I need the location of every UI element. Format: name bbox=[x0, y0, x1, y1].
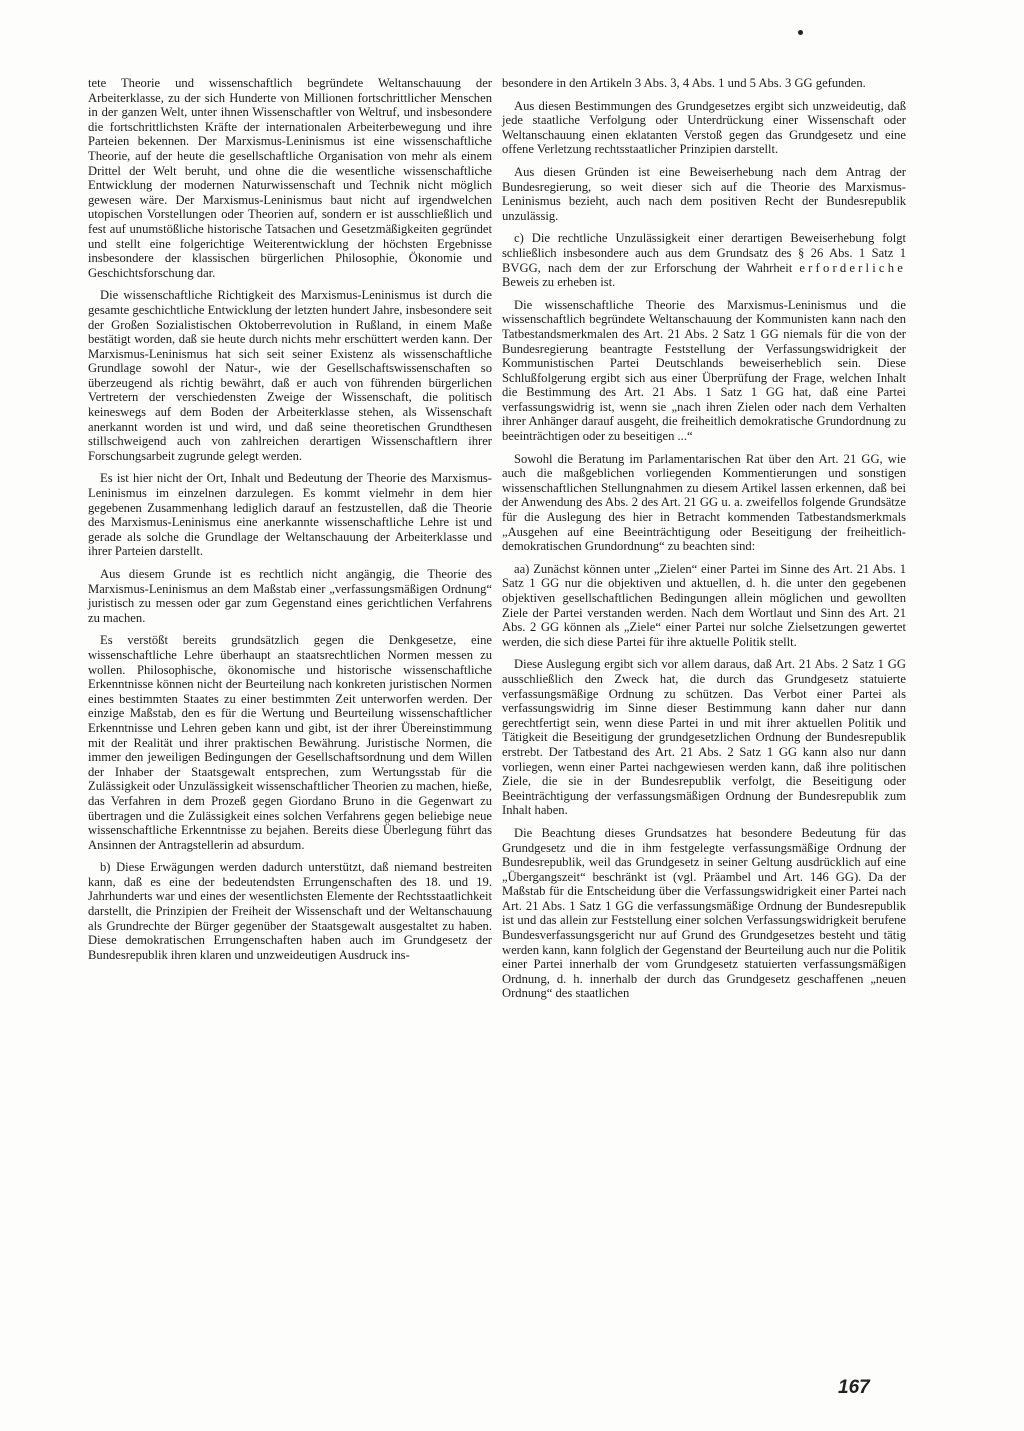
paragraph: Die wissenschaftliche Richtigkeit des Marxismus-Leninismus ist durch die gesamte geschichtliche Entwicklung der letzten hundert Jahre, insbesondere seit der Großen Sozialistischen Oktoberrevolution in Rußland, in einem Maße bestätigt worden, daß sie heute durch nichts mehr erschüttert werden kann. Der Marxismus-Leninismus hat sich seit seiner Existenz als wissenschaftliche Grundlage sowohl der Natur-, wie der Gesellschaftswissenschaften so überzeugend als richtig bewährt, daß er auch von führenden bürgerlichen Vertretern der verschiedensten Zweige der Wissenschaft, die politisch keineswegs auf dem Boden der Arbeiterklasse stehen, als Wissenschaft anerkannt worden ist und wird, und daß seine theoretischen Grundthesen stillschweigend auch von zahlreichen derartigen Wissenschaftlern ihrer Forschungsarbeit zugrunde gelegt werden. bbox=[88, 288, 492, 463]
left-column bbox=[88, 76, 492, 970]
paragraph: Es ist hier nicht der Ort, Inhalt und Bedeutung der Theorie des Marxismus-Leninismus im einzelnen darzulegen. Es kommt vielmehr in dem hier gegebenen Zusammenhang lediglich darauf an festzustellen, daß die Theorie des Marxismus-Leninismus eine anerkannte wissenschaftliche Lehre ist und gerade als solche die Grundlage der Weltanschauung der Arbeiterklasse und ihrer Parteien darstellt. bbox=[88, 471, 492, 559]
right-column bbox=[502, 76, 906, 1009]
paragraph: b) Diese Erwägungen werden dadurch unterstützt, daß niemand bestreiten kann, daß es eine der bedeutendsten Errungenschaften des 18. und 19. Jahrhunderts war und eines der wesentlichsten Elemente der Rechtsstaatlichkeit darstellt, die Prinzipien der Freiheit der Wissenschaft und der Weltanschauung als Grundrechte der Bürger gegenüber der Staatsgewalt ausgestaltet zu haben. Diese demokratischen Errungenschaften haben auch im Grundgesetz der Bundesrepublik ihren klaren und unzweideutigen Ausdruck ins- bbox=[88, 860, 492, 962]
paragraph: aa) Zunächst können unter „Zielen“ einer Partei im Sinne des Art. 21 Abs. 1 Satz 1 GG nur die objektiven und aktuellen, d. h. die unter den gegebenen objektiven gesellschaftlichen Bedingungen allein möglichen und gewollten Ziele der Partei verstanden werden. Nach dem Wortlaut und Sinn des Art. 21 Abs. 2 GG können als „Ziele“ einer Partei nur solche Zielsetzungen gewertet werden, die sich diese Partei für ihre aktuelle Politik stellt. bbox=[502, 561, 906, 649]
paragraph: Aus diesen Gründen ist eine Beweiserhebung nach dem Antrag der Bundesregierung, so weit dieser sich auf die Theorie des Marxismus-Leninismus bezieht, auch nach dem positiven Recht der Bundesrepublik unzulässig. bbox=[502, 164, 906, 223]
paragraph: Die wissenschaftliche Theorie des Marxismus-Leninismus und die wissenschaftlich begründete Weltanschauung der Kommunisten kann nach den Tatbestandsmerkmalen des Art. 21 Abs. 2 Satz 1 GG niemals für die von der Bundesregierung beantragte Feststellung der Verfassungswidrigkeit der Kommunistischen Partei Deutschlands beweiserheblich sein. Diese Schlußfolgerung ergibt sich aus einer Überprüfung der Frage, welchen Inhalt die Bestimmung des Art. 21 Abs. 1 Satz 1 GG hat, daß eine Partei verfassungswidrig ist, wenn sie „nach ihren Zielen oder nach dem Verhalten ihrer Anhänger darauf ausgeht, die freiheitlich demokratische Grundordnung zu beeinträchtigen oder zu beseitigen ...“ bbox=[502, 297, 906, 444]
paragraph bbox=[502, 231, 906, 289]
paragraph: Aus diesem Grunde ist es rechtlich nicht angängig, die Theorie des Marxismus-Leninismus an dem Maßstab einer „verfassungsmäßigen Ordnung“ juristisch zu messen oder gar zum Gegenstand eines gerichtlichen Verfahrens zu machen. bbox=[88, 567, 492, 625]
paragraph: Aus diesen Bestimmungen des Grundgesetzes ergibt sich unzweideutig, daß jede staatliche Verfolgung oder Unterdrückung einer Wissenschaft oder Weltanschauung einen eklatanten Verstoß gegen das Grundgesetz und eine offene Verletzung rechtsstaatlicher Prinzipien darstellt. bbox=[502, 98, 906, 157]
emphasized-word: erforderliche bbox=[799, 260, 906, 275]
paragraph: Die Beachtung dieses Grundsatzes hat besondere Bedeutung für das Grundgesetz und die in ihm festgelegte verfassungsmäßige Ordnung der Bundesrepublik, weil das Grundgesetz in seiner Geltung ausdrücklich auf eine „Übergangszeit“ beschränkt ist (vgl. Präambel und Art. 146 GG). Da der Maßstab für die Entscheidung über die Verfassungswidrigkeit einer Partei nach Art. 21 Abs. 1 Satz 1 GG die verfassungsmäßige Ordnung der Bundesrepublik ist und das allein zur Feststellung einer solchen Verfassungswidrigkeit berufene Bundesverfassungsgericht nur auf Grund des Grundgesetzes besteht und tätig werden kann, kann folglich der Gegenstand der Beurteilung auch nur die Politik einer Partei innerhalb der vom Grundgesetz statuierten verfassungsmäßigen Ordnung, d. h. innerhalb der durch das Grundgesetz geschaffenen „neuen Ordnung“ des staatlichen bbox=[502, 825, 906, 1001]
page-number: 167 bbox=[838, 1377, 870, 1398]
paragraph: Diese Auslegung ergibt sich vor allem daraus, daß Art. 21 Abs. 2 Satz 1 GG ausschließlich den Zweck hat, die durch das Grundgesetz statuierte verfassungsmäßige Ordnung zu schützen. Das Verbot einer Partei als verfassungswidrig im Sinne dieser Bestimmung kann daher nur dann gerechtfertigt sein, wenn diese Partei in und mit ihrer aktuellen Politik und Tätigkeit die Beseitigung der grundgesetzlichen Ordnung der Bundesrepublik erstrebt. Der Tatbestand des Art. 21 Abs. 2 Satz 1 GG kann also nur dann vorliegen, wenn einer Partei nachgewiesen werden kann, daß ihre politischen Ziele, die sie in der Bundesrepublik verfolgt, die Beseitigung oder Beeinträchtigung der verfassungsmäßigen Ordnung der Bundesrepublik zum Inhalt haben. bbox=[502, 657, 906, 818]
paragraph: tete Theorie und wissenschaftlich begründete Weltanschauung der Arbeiterklasse, zu der sich Hunderte von Millionen fortschrittlicher Menschen in der ganzen Welt, unter ihnen Wissenschaftler von Weltruf, und insbesondere die fortschrittlichsten Kräfte der internationalen Arbeiterbewegung und ihre Parteien bekennen. Der Marxismus-Leninismus ist eine wissenschaftliche Theorie, auf der heute die gesellschaftliche Organisation von mehr als einem Drittel der Welt beruht, und ohne die die wesentliche wissenschaftliche Entwicklung der modernen Naturwissenschaft und Technik nicht möglich gewesen wäre. Der Marxismus-Leninismus baut nicht auf irgendwelchen utopischen Vorstellungen oder Theorien auf, sondern er ist ausschließlich und fest auf unumstößliche historische Tatsachen und Gesetzmäßigkeiten gegründet und stellt eine folgerichtige Weiterentwicklung der höchsten Ergebnisse insbesondere der klassischen bürgerlichen Philosophie, Ökonomie und Geschichtsforschung dar. bbox=[88, 76, 492, 280]
paragraph: besondere in den Artikeln 3 Abs. 3, 4 Abs. 1 und 5 Abs. 3 GG gefunden. bbox=[502, 76, 866, 90]
paragraph-text: c) Die rechtliche Unzulässigkeit einer derartigen Beweiserhebung folgt schließlich insbesondere auch aus dem Grundsatz des § 26 Abs. 1 Satz 1 BVGG, nach dem der zur Erforschung der Wahrheit bbox=[502, 231, 906, 275]
print-mark bbox=[798, 30, 803, 35]
paragraph: Sowohl die Beratung im Parlamentarischen Rat über den Art. 21 GG, wie auch die maßgeblichen vorliegenden Kommentierungen und sonstigen wissenschaftlichen Stellungnahmen zu diesem Artikel lassen erkennen, daß bei der Anwendung des Abs. 2 des Art. 21 GG u. a. zweifellos folgende Grundsätze für die Auslegung des hier in Betracht kommenden Tatbestandsmerkmals „Ausgehen auf eine Beeinträchtigung oder Beseitigung der freiheitlich-demokratischen Grundordnung“ zu beachten sind: bbox=[502, 451, 906, 554]
paragraph: Es verstößt bereits grundsätzlich gegen die Denkgesetze, eine wissenschaftliche Lehre überhaupt an staatsrechtlichen Normen messen zu wollen. Philosophische, ökonomische und historische wissenschaftliche Erkenntnisse können nicht der Beurteilung nach konkreten juristischen Normen eines bestimmten Staates zu einer bestimmten Zeit unterworfen werden. Der einzige Maßstab, den es für die Wertung und Beurteilung wissenschaftlicher Erkenntnisse und Lehren geben kann und gibt, ist der ihrer Übereinstimmung mit der Realität und ihrer praktischen Bewährung. Juristische Normen, die immer den jeweiligen Bedingungen der Gesellschaftsordnung und dem Willen der Inhaber der Staatsgewalt entsprechen, zum Wertungsstab für die Zulässigkeit oder Unzulässigkeit wissenschaftlicher Theorien zu machen, hieße, das Verfahren in dem Prozeß gegen Giordano Bruno in die Gegenwart zu übertragen und die Zulässigkeit eines solchen Verfahrens gegen beliebige neue wissenschaftliche Erkenntnisse zu bejahen. Bereits diese Überlegung führt das Ansinnen der Antragstellerin ad absurdum. bbox=[88, 633, 492, 852]
paragraph-text: Beweis zu erheben ist. bbox=[502, 275, 616, 290]
